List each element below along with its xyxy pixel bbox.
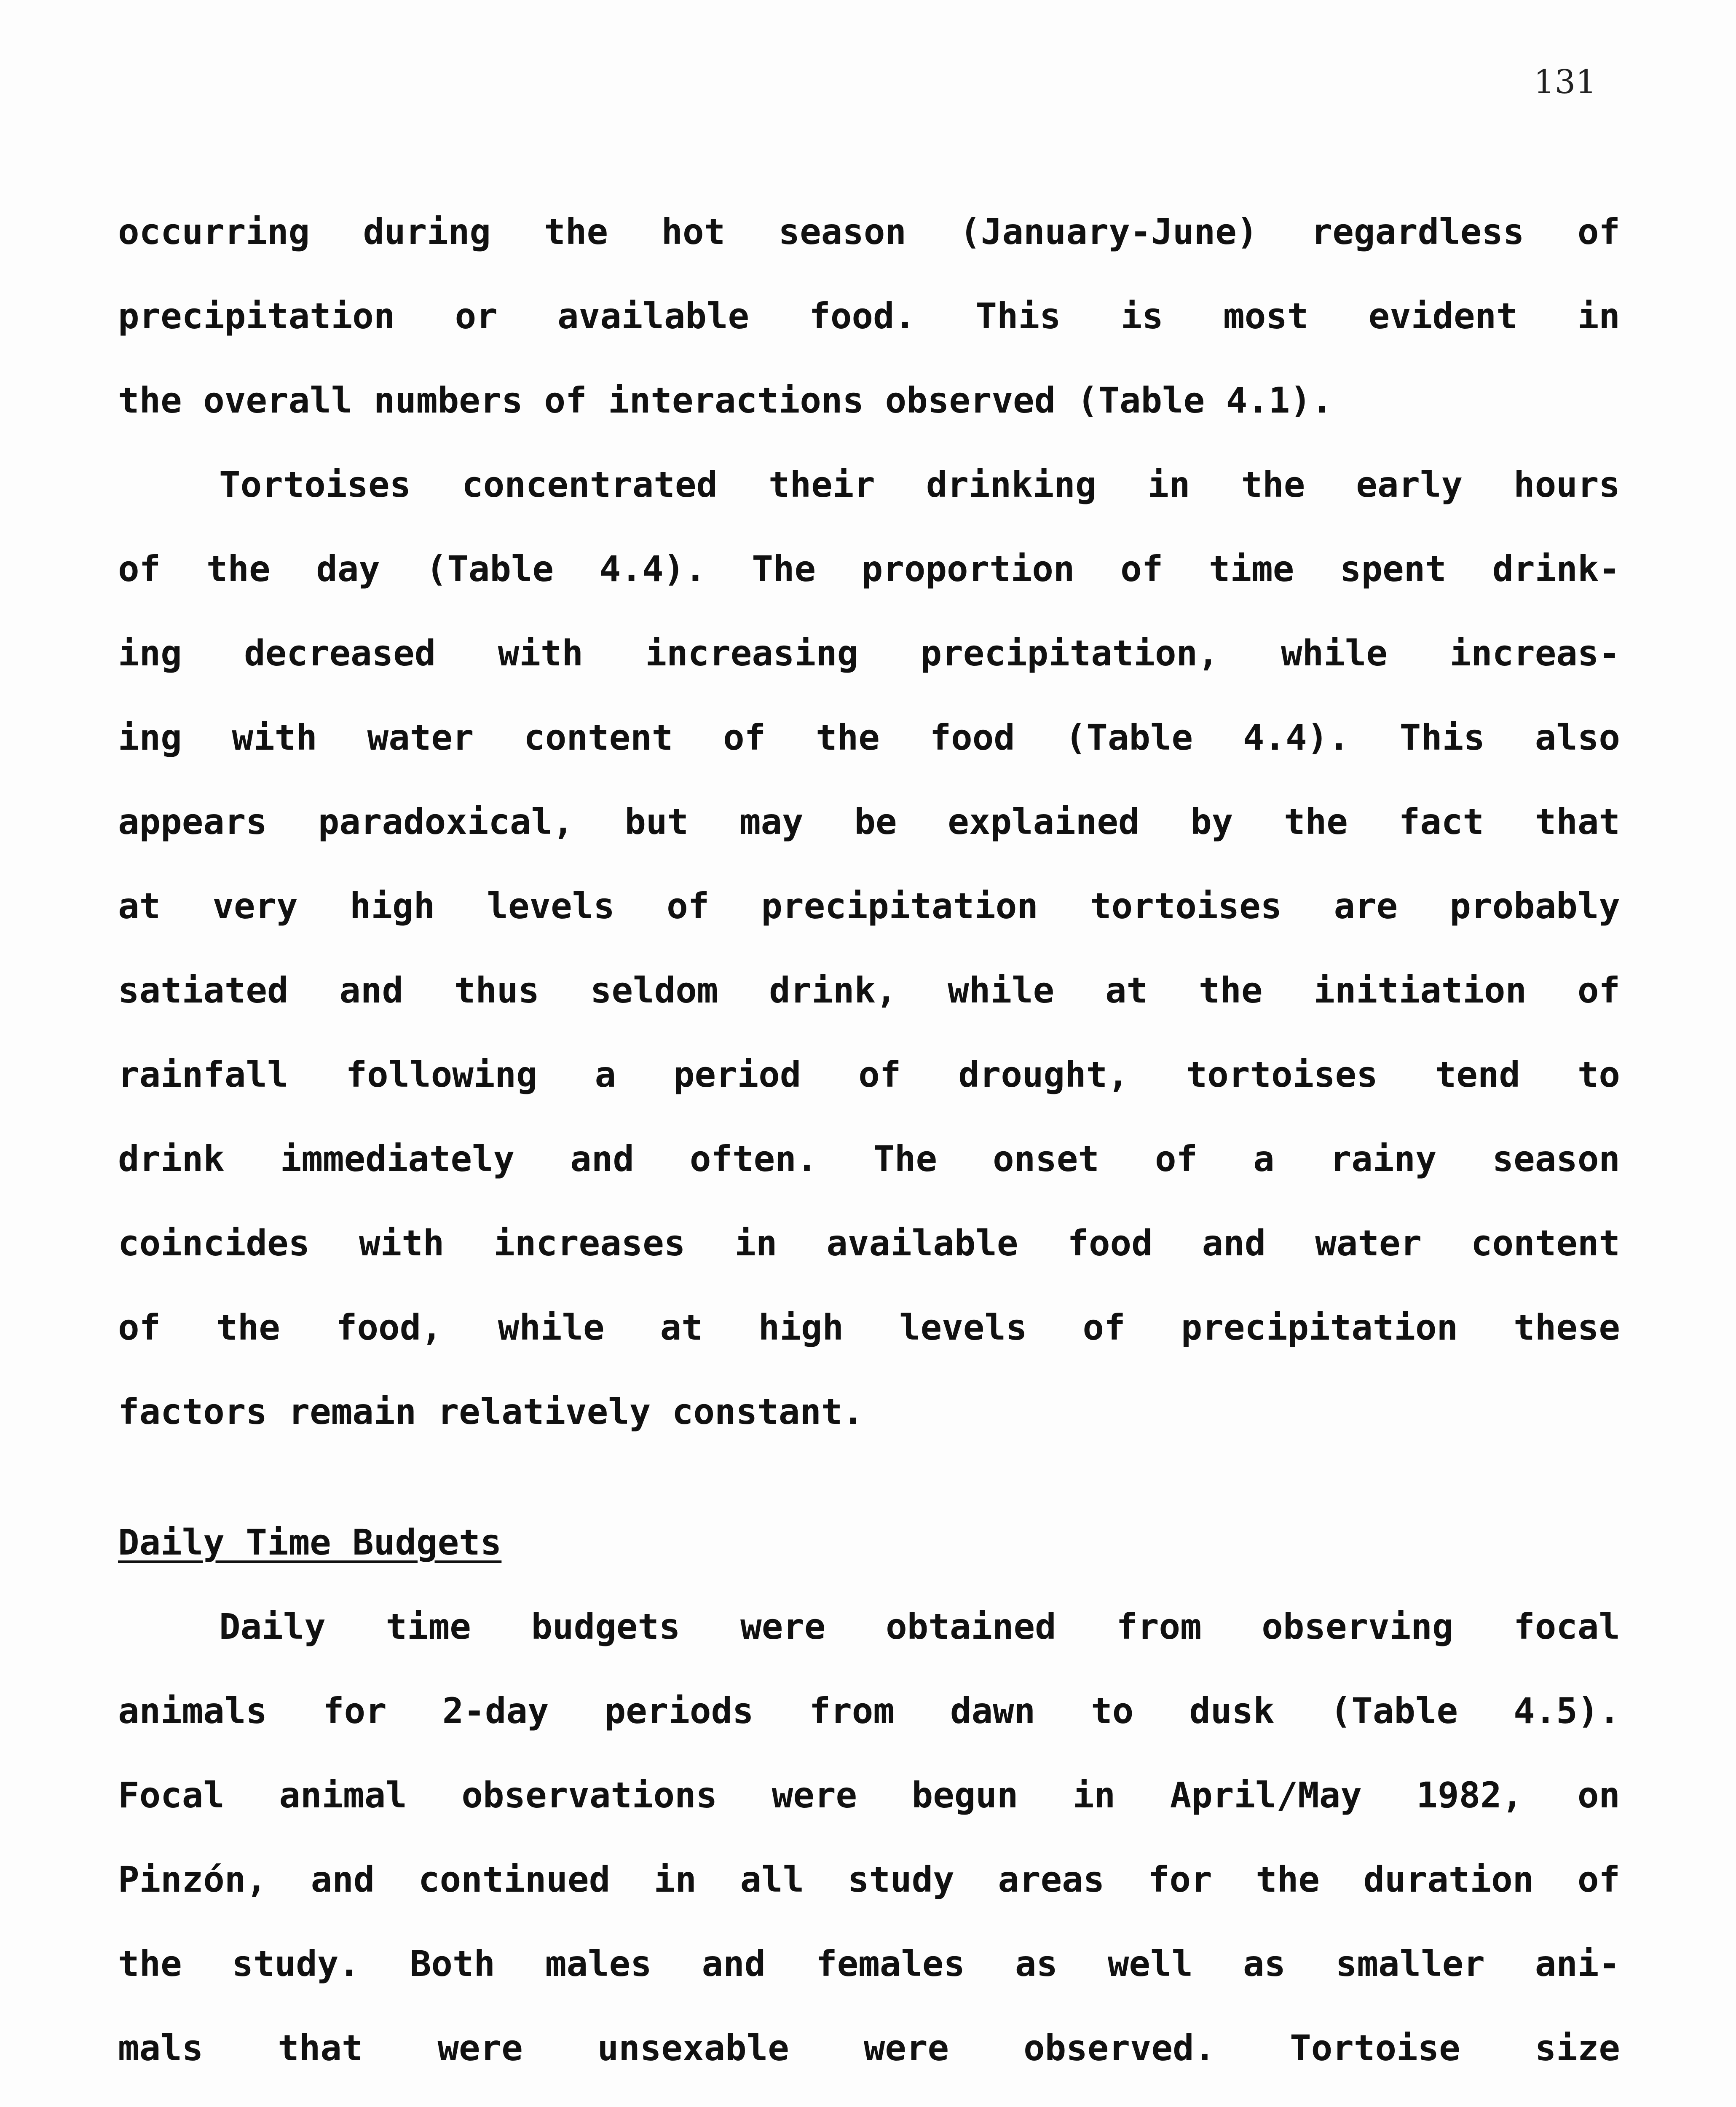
text-line: mals that were unsexable were observed. Tortoise size [118, 2027, 1620, 2069]
text-line: Focal animal observations were begun in April/May 1982, on [118, 1775, 1620, 1816]
text-line: Tortoises concentrated their drinking in the early hours [219, 464, 1620, 505]
text-line: of the food, while at high levels of precipitation these [118, 1307, 1620, 1348]
text-line: rainfall following a period of drought, tortoises tend to [118, 1054, 1620, 1095]
text-line: ing with water content of the food (Table 4.4). This also [118, 717, 1620, 758]
text-line: occurring during the hot season (January-June) regardless of [118, 211, 1620, 252]
paragraph-group-interactions-drinking [118, 190, 1620, 1454]
text-line: coincides with increases in available food and water content [118, 1222, 1620, 1264]
text-line: drink immediately and often. The onset of a rainy season [118, 1138, 1620, 1179]
text-line: at very high levels of precipitation tortoises are probably [118, 885, 1620, 927]
text-line: the overall numbers of interactions observed (Table 4.1). [118, 380, 1333, 421]
text-line: factors remain relatively constant. [118, 1391, 864, 1432]
text-line: Pinzón, and continued in all study areas for the duration of [118, 1859, 1620, 1900]
text-line: of the day (Table 4.4). The proportion of time spent drink- [118, 548, 1620, 590]
text-line: animals for 2-day periods from dawn to dusk (Table 4.5). [118, 1690, 1620, 1732]
text-line: the study. Both males and females as well as smaller ani- [118, 1943, 1620, 1984]
text-line: ing decreased with increasing precipitation, while increas- [118, 633, 1620, 674]
text-line [118, 2090, 1620, 2107]
paragraph-daily-time-budgets [118, 1584, 1620, 2107]
text-line: appears paradoxical, but may be explained by the fact that [118, 801, 1620, 842]
text-line: precipitation or available food. This is most evident in [118, 295, 1620, 337]
section-heading: Daily Time Budgets [118, 1522, 502, 1563]
text-line: satiated and thus seldom drink, while at the initiation of [118, 970, 1620, 1011]
page-number: 131 [1534, 63, 1597, 101]
text-line: Daily time budgets were obtained from observing focal [219, 1606, 1620, 1647]
